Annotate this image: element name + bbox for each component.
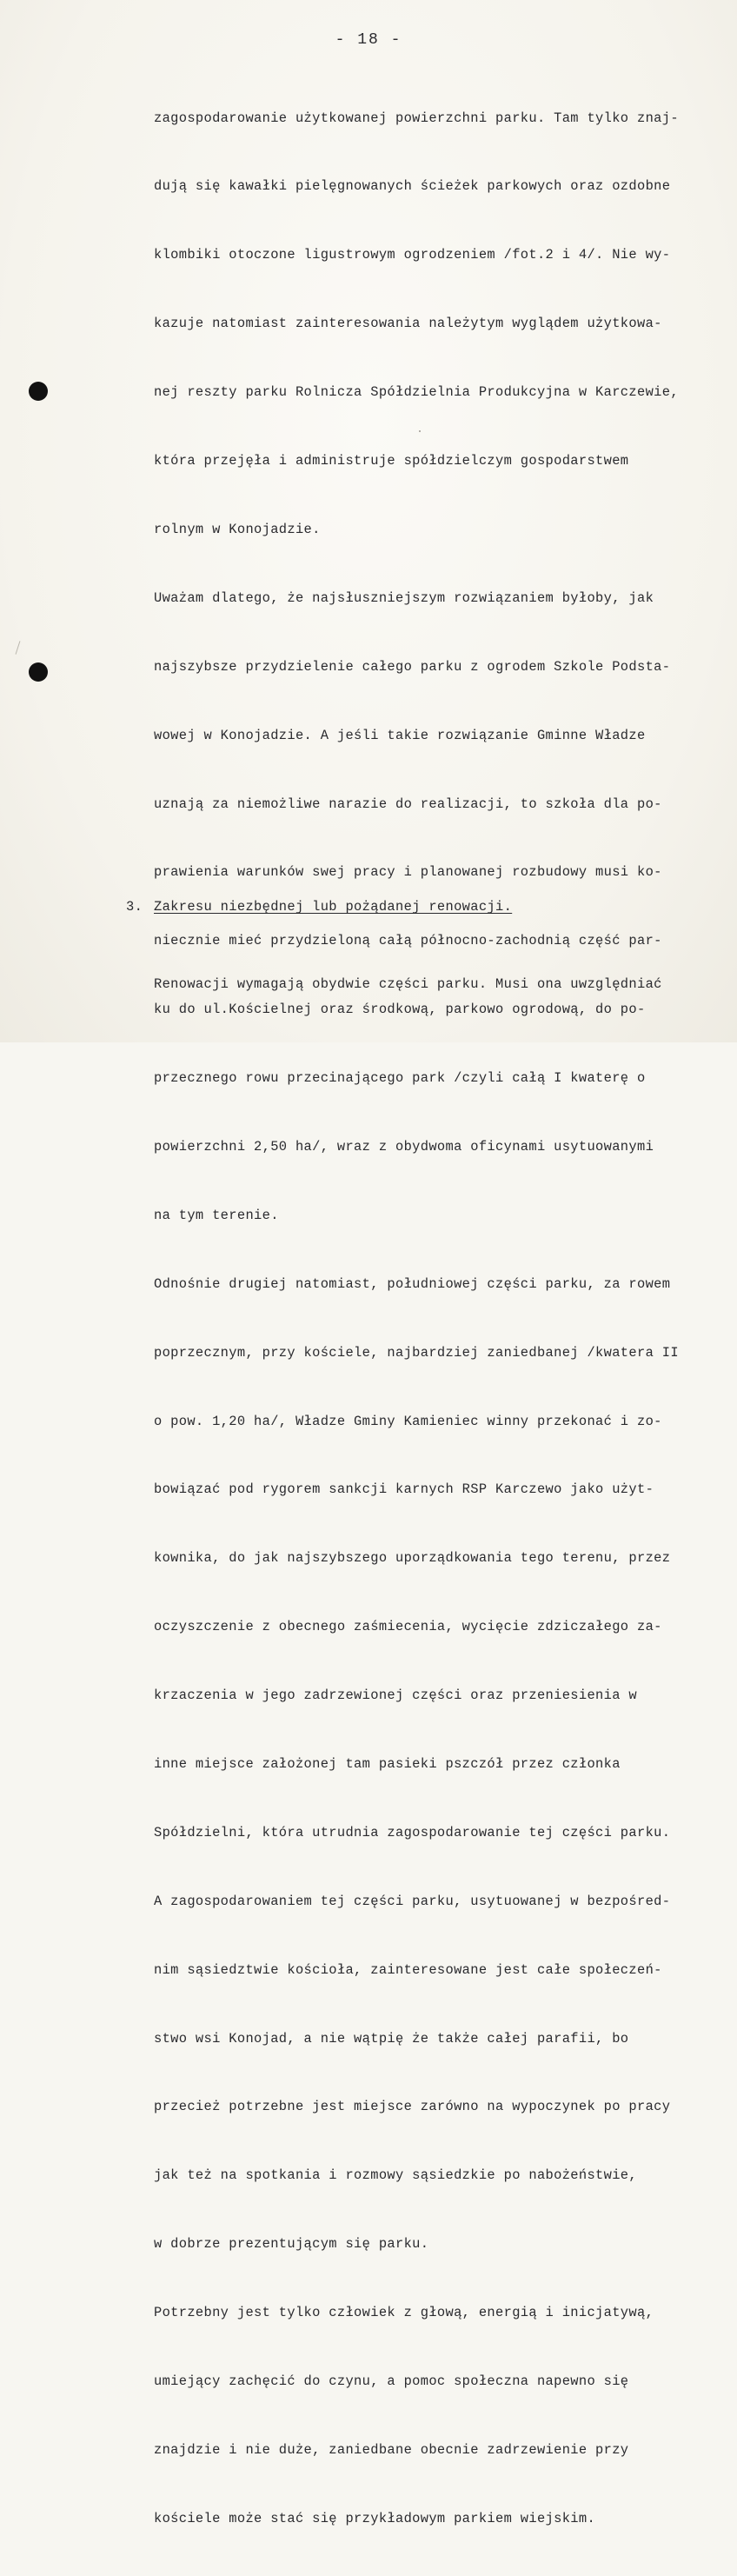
section-title: Zakresu niezbędnej lub pożądanej renowacji.: [154, 899, 513, 915]
text-line: Odnośnie drugiej natomiast, południowej części parku, za rowem: [154, 1275, 671, 1292]
text-line: powierzchni 2,50 ha/, wraz z obydwoma oficynami usytuowanymi: [154, 1138, 654, 1155]
text-line: na tym terenie.: [154, 1207, 279, 1223]
text-line: prawienia warunków swej pracy i planowanej rozbudowy musi ko-: [154, 864, 662, 881]
binder-hole: [29, 662, 48, 682]
text-line: Spółdzielni, która utrudnia zagospodarowanie tej części parku.: [154, 1824, 671, 1840]
text-line: najszybsze przydzielenie całego parku z ogrodem Szkole Podsta-: [154, 658, 671, 675]
text-line: krzaczenia w jego zadrzewionej części oraz przeniesienia w: [154, 1687, 637, 1704]
binder-hole: [29, 382, 48, 401]
text-line: rolnym w Konojadzie.: [154, 521, 321, 537]
page-number: - 18 -: [335, 31, 402, 49]
text-line: wowej w Konojadzie. A jeśli takie rozwiązanie Gminne Władze: [154, 727, 646, 743]
text-line: niecznie mieć przydzieloną całą północno-zachodnią część par-: [154, 933, 662, 949]
section-heading: [126, 895, 512, 918]
text-line: kazuje natomiast zainteresowania należytym wyglądem użytkowa-: [154, 316, 662, 332]
text-line: nej reszty parku Rolnicza Spółdzielnia Produkcyjna w Karczewie,: [154, 384, 679, 401]
text-line: która przejęła i administruje spółdzielczym gospodarstwem: [154, 453, 629, 469]
text-line: inne miejsce założonej tam pasieki pszczół przez członka: [154, 1755, 621, 1772]
text-line: znajdzie i nie duże, zaniedbane obecnie zadrzewienie przy: [154, 2441, 629, 2458]
text-line: Renowacji wymagają obydwie części parku. Musi ona uwzględniać: [154, 975, 662, 992]
section-body-text: [154, 927, 732, 1041]
text-line: nim sąsiedztwie kościoła, zainteresowane jest całe społeczeń-: [154, 1961, 662, 1978]
text-line: oczyszczenie z obecnego zaśmiecenia, wycięcie zdziczałego za-: [154, 1619, 662, 1635]
text-line: Uważam dlatego, że najsłuszniejszym rozwiązaniem byłoby, jak: [154, 589, 654, 606]
text-line: umiejący zachęcić do czynu, a pomoc społeczna napewno się: [154, 2373, 629, 2389]
text-line: poprzecznym, przy kościele, najbardziej zaniedbanej /kwatera II: [154, 1344, 679, 1361]
text-line: A zagospodarowaniem tej części parku, usytuowanej w bezpośred-: [154, 1893, 671, 1909]
text-line: przecież potrzebne jest miejsce zarówno na wypoczynek po pracy: [154, 2099, 671, 2115]
text-line: stwo wsi Konojad, a nie wątpię że także całej parafii, bo: [154, 2030, 629, 2047]
section-number: 3.: [126, 899, 143, 915]
text-line: bowiązać pod rygorem sankcji karnych RSP Karczewo jako użyt-: [154, 1481, 654, 1498]
text-line: kownika, do jak najszybszego uporządkowania tego terenu, przez: [154, 1550, 671, 1567]
paper-mark: [16, 641, 21, 655]
text-line: klombiki otoczone ligustrowym ogrodzeniem /fot.2 i 4/. Nie wy-: [154, 247, 671, 263]
text-line: o pow. 1,20 ha/, Władze Gminy Kamieniec winny przekonać i zo-: [154, 1413, 662, 1429]
text-line: zagospodarowanie użytkowanej powierzchni parku. Tam tylko znaj-: [154, 110, 679, 126]
body-text: [154, 61, 732, 2576]
text-line: ku do ul.Kościelnej oraz środkową, parkowo ogrodową, do po-: [154, 1002, 646, 1018]
text-line: w dobrze prezentującym się parku.: [154, 2236, 429, 2253]
text-line: dują się kawałki pielęgnowanych ścieżek parkowych oraz ozdobne: [154, 178, 671, 195]
text-line: jak też na spotkania i rozmowy sąsiedzkie po nabożeństwie,: [154, 2167, 637, 2184]
text-line: przecznego rowu przecinającego park /czyli całą I kwaterę o: [154, 1070, 646, 1087]
text-line: uznają za niemożliwe narazie do realizacji, to szkoła dla po-: [154, 795, 662, 812]
paper-speck: [419, 430, 421, 432]
text-line: Potrzebny jest tylko człowiek z głową, energią i inicjatywą,: [154, 2305, 654, 2321]
text-line: kościele może stać się przykładowym parkiem wiejskim.: [154, 2510, 596, 2526]
